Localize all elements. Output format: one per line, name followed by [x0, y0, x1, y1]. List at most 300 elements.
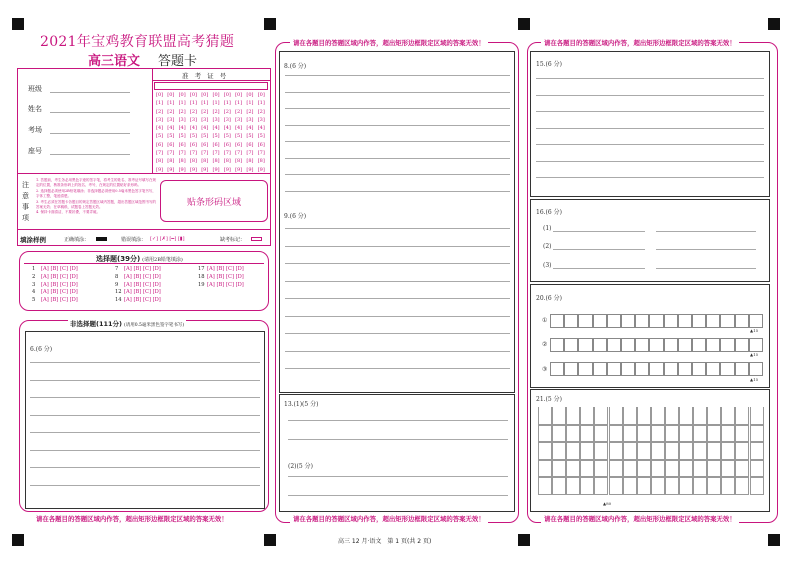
exam-number-bubble[interactable]: [3] — [246, 116, 254, 123]
q15-answer-line[interactable] — [536, 144, 764, 145]
q21-grid-cell[interactable] — [538, 477, 552, 495]
q9-answer-line[interactable] — [285, 298, 510, 299]
exam-number-bubble[interactable]: [7] — [156, 150, 164, 157]
exam-number-column[interactable] — [179, 92, 186, 174]
q15-answer-line[interactable] — [536, 161, 764, 162]
q20-grid-cell[interactable] — [706, 362, 720, 376]
exam-number-bubble[interactable]: [3] — [223, 116, 231, 123]
exam-number-bubble[interactable]: [1] — [257, 100, 265, 107]
q9-answer-line[interactable] — [285, 281, 510, 282]
exam-number-bubble[interactable]: [4] — [246, 125, 254, 132]
q8-answer-line[interactable] — [285, 174, 510, 175]
choice-question-row[interactable] — [115, 296, 161, 303]
q16-line[interactable] — [553, 231, 645, 232]
exam-number-bubble[interactable]: [5] — [156, 133, 164, 140]
exam-number-column[interactable] — [246, 92, 253, 174]
q13b-answer-line[interactable] — [288, 476, 508, 477]
q21-grid-cell[interactable] — [651, 425, 665, 443]
exam-number-column[interactable] — [235, 92, 242, 174]
exam-number-column[interactable] — [258, 92, 265, 174]
q21-grid-cell[interactable] — [750, 407, 764, 425]
q6-answer-line[interactable] — [30, 432, 260, 433]
exam-number-bubble[interactable]: [1] — [201, 100, 209, 107]
q21-grid-cell[interactable] — [609, 442, 623, 460]
q16-line[interactable] — [553, 268, 645, 269]
q21-grid-cell[interactable] — [552, 442, 566, 460]
exam-number-bubble-grid[interactable] — [156, 92, 270, 173]
exam-number-bubble[interactable]: [3] — [235, 116, 243, 123]
choice-question-row[interactable] — [198, 281, 244, 288]
q8-answer-line[interactable] — [285, 108, 510, 109]
exam-number-bubble[interactable]: [1] — [223, 100, 231, 107]
q21-grid-cell[interactable] — [623, 477, 637, 495]
q20-grid-cell[interactable] — [593, 362, 607, 376]
q21-grid-cell[interactable] — [679, 477, 693, 495]
exam-number-bubble[interactable]: [6] — [223, 141, 231, 148]
q20-grid-cell[interactable] — [578, 338, 592, 352]
q21-grid-cell[interactable] — [552, 477, 566, 495]
q13-answer-line[interactable] — [288, 439, 508, 440]
q21-grid-cell[interactable] — [665, 460, 679, 478]
q9-answer-line[interactable] — [285, 351, 510, 352]
choice-option-bubbles[interactable]: [A] [B] [C] [D] — [41, 281, 78, 288]
q20-grid-cell[interactable] — [749, 314, 763, 328]
exam-number-bubble[interactable]: [6] — [246, 141, 254, 148]
exam-number-bubble[interactable]: [1] — [167, 100, 175, 107]
q21-grid-cell[interactable] — [721, 477, 735, 495]
q15-answer-line[interactable] — [536, 177, 764, 178]
q6-answer-box[interactable] — [25, 331, 265, 509]
q20-grid-cell[interactable] — [706, 338, 720, 352]
q21-grid-cell[interactable] — [552, 460, 566, 478]
q21-grid-cell[interactable] — [735, 407, 749, 425]
exam-number-bubble[interactable]: [2] — [189, 108, 197, 115]
q20-grid-cell[interactable] — [678, 314, 692, 328]
q21-grid-cell[interactable] — [707, 425, 721, 443]
exam-number-bubble[interactable]: [4] — [235, 125, 243, 132]
exam-number-bubble[interactable]: [5] — [257, 133, 265, 140]
exam-number-bubble[interactable]: [7] — [201, 150, 209, 157]
q20-grid-cell[interactable] — [720, 314, 734, 328]
q15-answer-line[interactable] — [536, 111, 764, 112]
q20-grid-cell[interactable] — [564, 338, 578, 352]
exam-number-bubble[interactable]: [3] — [201, 116, 209, 123]
q21-grid-cell[interactable] — [679, 442, 693, 460]
q21-grid-cell[interactable] — [609, 460, 623, 478]
q21-grid-cell[interactable] — [693, 407, 707, 425]
q20-grid-cell[interactable] — [550, 338, 564, 352]
exam-number-bubble[interactable]: [9] — [223, 166, 231, 173]
exam-number-bubble[interactable]: [1] — [189, 100, 197, 107]
choice-option-bubbles[interactable]: [A] [B] [C] [D] — [124, 266, 161, 272]
q21-grid-cell[interactable] — [707, 442, 721, 460]
exam-number-bubble[interactable]: [8] — [167, 158, 175, 165]
q6-answer-line[interactable] — [30, 362, 260, 363]
q15-answer-line[interactable] — [536, 78, 764, 79]
q21-grid-cell[interactable] — [679, 425, 693, 443]
q8-answer-line[interactable] — [285, 92, 510, 93]
q20-grid-cell[interactable] — [649, 362, 663, 376]
q8-answer-line[interactable] — [285, 141, 510, 142]
exam-number-bubble[interactable]: [8] — [201, 158, 209, 165]
choice-bubble-grid[interactable] — [32, 265, 262, 305]
exam-number-bubble[interactable]: [0] — [189, 92, 197, 98]
exam-number-bubble[interactable]: [4] — [189, 125, 197, 132]
q21-grid-cell[interactable] — [566, 460, 580, 478]
q9-answer-line[interactable] — [285, 333, 510, 334]
exam-number-bubble[interactable]: [6] — [235, 141, 243, 148]
exam-number-bubble[interactable]: [9] — [235, 166, 243, 173]
exam-number-bubble[interactable]: [9] — [246, 166, 254, 173]
q21-grid-cell[interactable] — [538, 442, 552, 460]
exam-number-bubble[interactable]: [6] — [167, 141, 175, 148]
q20-grid-cell[interactable] — [593, 338, 607, 352]
q21-grid-cell[interactable] — [580, 460, 594, 478]
exam-number-bubble[interactable]: [5] — [235, 133, 243, 140]
exam-number-bubble[interactable]: [9] — [257, 166, 265, 173]
exam-number-bubble[interactable]: [0] — [201, 92, 209, 98]
q21-grid-cell[interactable] — [538, 425, 552, 443]
q20-grid-cell[interactable] — [678, 362, 692, 376]
q20-grid-cell[interactable] — [735, 314, 749, 328]
q15-answer-line[interactable] — [536, 95, 764, 96]
exam-number-bubble[interactable]: [8] — [156, 158, 164, 165]
q21-grid-cell[interactable] — [580, 477, 594, 495]
exam-number-bubble[interactable]: [4] — [257, 125, 265, 132]
q21-grid-cell[interactable] — [750, 425, 764, 443]
exam-number-column[interactable] — [201, 92, 208, 174]
q21-grid-cell[interactable] — [721, 407, 735, 425]
q21-grid-cell[interactable] — [721, 425, 735, 443]
exam-number-column[interactable] — [167, 92, 174, 174]
q21-grid-cell[interactable] — [693, 425, 707, 443]
q6-answer-line[interactable] — [30, 467, 260, 468]
q21-grid-cell[interactable] — [651, 477, 665, 495]
choice-question-row[interactable] — [115, 288, 161, 295]
q15-answer-box[interactable] — [530, 51, 770, 197]
q8-answer-line[interactable] — [285, 191, 510, 192]
q20-grid-cell[interactable] — [749, 362, 763, 376]
choice-question-row[interactable] — [32, 288, 78, 295]
q20-grid-cell[interactable] — [607, 314, 621, 328]
choice-option-bubbles[interactable]: [A] [B] [C] [D] — [41, 266, 78, 272]
choice-question-row[interactable] — [32, 265, 78, 272]
q21-grid-cell[interactable] — [651, 460, 665, 478]
field-class-line[interactable] — [50, 92, 130, 93]
q21-grid-cell[interactable] — [637, 407, 651, 425]
q15-answer-line[interactable] — [536, 128, 764, 129]
exam-number-bubble[interactable]: [9] — [189, 166, 197, 173]
q21-grid-cell[interactable] — [580, 442, 594, 460]
q20-grid-cell[interactable] — [720, 338, 734, 352]
exam-number-bubble[interactable]: [1] — [235, 100, 243, 107]
absent-mark-box[interactable] — [251, 237, 262, 241]
choice-option-bubbles[interactable]: [A] [B] [C] [D] — [124, 289, 161, 296]
q21-grid-cell[interactable] — [609, 407, 623, 425]
choice-question-row[interactable] — [115, 273, 161, 280]
choice-question-row[interactable] — [198, 265, 244, 272]
exam-number-bubble[interactable]: [6] — [201, 141, 209, 148]
q21-grid-cell[interactable] — [566, 477, 580, 495]
exam-number-bubble[interactable]: [8] — [223, 158, 231, 165]
exam-number-bubble[interactable]: [8] — [189, 158, 197, 165]
q20-grid-cell[interactable] — [678, 338, 692, 352]
exam-number-bubble[interactable]: [4] — [178, 125, 186, 132]
q21-grid-cell[interactable] — [651, 442, 665, 460]
q20-grid-cell[interactable] — [649, 338, 663, 352]
q21-grid-cell[interactable] — [594, 460, 608, 478]
q21-grid-cell[interactable] — [552, 425, 566, 443]
q6-answer-line[interactable] — [30, 397, 260, 398]
choice-question-row[interactable] — [198, 273, 244, 280]
exam-number-bubble[interactable]: [5] — [223, 133, 231, 140]
q21-grid-cell[interactable] — [665, 442, 679, 460]
exam-number-bubble[interactable]: [4] — [223, 125, 231, 132]
field-name-line[interactable] — [50, 112, 130, 113]
choice-option-bubbles[interactable]: [A] [B] [C] [D] — [124, 281, 161, 288]
q20-grid-cell[interactable] — [735, 338, 749, 352]
exam-number-bubble[interactable]: [5] — [201, 133, 209, 140]
exam-number-bubble[interactable]: [7] — [235, 150, 243, 157]
exam-number-bubble[interactable]: [0] — [223, 92, 231, 98]
choice-option-bubbles[interactable]: [A] [B] [C] [D] — [124, 273, 161, 280]
exam-number-bubble[interactable]: [2] — [235, 108, 243, 115]
q21-grid-cell[interactable] — [637, 477, 651, 495]
q21-grid-cell[interactable] — [637, 425, 651, 443]
q21-grid-cell[interactable] — [750, 460, 764, 478]
q21-grid-cell[interactable] — [623, 442, 637, 460]
q21-grid-cell[interactable] — [609, 425, 623, 443]
exam-number-bubble[interactable]: [6] — [178, 141, 186, 148]
exam-number-column[interactable] — [190, 92, 197, 174]
q21-grid-cell[interactable] — [594, 477, 608, 495]
q13-answer-line[interactable] — [288, 420, 508, 421]
choice-question-row[interactable] — [115, 265, 161, 272]
q21-grid-cell[interactable] — [637, 460, 651, 478]
q20-grid-cell[interactable] — [720, 362, 734, 376]
exam-number-bubble[interactable]: [6] — [156, 141, 164, 148]
exam-number-bubble[interactable]: [1] — [156, 100, 164, 107]
exam-number-bubble[interactable]: [8] — [178, 158, 186, 165]
choice-question-row[interactable] — [32, 281, 78, 288]
exam-number-bubble[interactable]: [8] — [246, 158, 254, 165]
q21-grid-cell[interactable] — [750, 477, 764, 495]
choice-option-bubbles[interactable]: [A] [B] [C] [D] — [41, 289, 78, 296]
q9-answer-line[interactable] — [285, 228, 510, 229]
q21-grid-cell[interactable] — [735, 477, 749, 495]
q20-grid-cell[interactable] — [621, 314, 635, 328]
q21-grid-cell[interactable] — [623, 460, 637, 478]
q8-answer-line[interactable] — [285, 75, 510, 76]
q21-grid-cell[interactable] — [665, 425, 679, 443]
choice-option-bubbles[interactable]: [A] [B] [C] [D] — [207, 281, 244, 288]
q20-grid-cell[interactable] — [664, 338, 678, 352]
q21-grid-cell[interactable] — [693, 477, 707, 495]
q21-grid-cell[interactable] — [538, 407, 552, 425]
exam-number-bubble[interactable]: [0] — [156, 92, 164, 98]
exam-number-bubble[interactable]: [2] — [201, 108, 209, 115]
q21-grid-cell[interactable] — [679, 407, 693, 425]
q20-grid-cell[interactable] — [649, 314, 663, 328]
q6-answer-line[interactable] — [30, 485, 260, 486]
q9-answer-line[interactable] — [285, 316, 510, 317]
q21-grid-cell[interactable] — [566, 442, 580, 460]
q8-answer-line[interactable] — [285, 158, 510, 159]
q16-line[interactable] — [553, 249, 645, 250]
q21-grid-cell[interactable] — [566, 425, 580, 443]
q20-grid-cell[interactable] — [564, 314, 578, 328]
choice-option-bubbles[interactable]: [A] [B] [C] [D] — [207, 273, 244, 280]
q21-grid-cell[interactable] — [665, 407, 679, 425]
q20-grid-cell[interactable] — [578, 362, 592, 376]
q20-grid-cell[interactable] — [692, 362, 706, 376]
q21-grid-cell[interactable] — [580, 425, 594, 443]
q6-answer-line[interactable] — [30, 415, 260, 416]
exam-number-bubble[interactable]: [3] — [257, 116, 265, 123]
exam-number-bubble[interactable]: [0] — [212, 92, 220, 98]
exam-number-bubble[interactable]: [8] — [235, 158, 243, 165]
q21-grid-cell[interactable] — [707, 460, 721, 478]
q20-grid-cell[interactable] — [550, 314, 564, 328]
q6-answer-line[interactable] — [30, 450, 260, 451]
choice-question-row[interactable] — [115, 281, 161, 288]
exam-number-bubble[interactable]: [6] — [257, 141, 265, 148]
q21-grid-cell[interactable] — [693, 460, 707, 478]
exam-number-bubble[interactable]: [9] — [167, 166, 175, 173]
q16-answer-box[interactable] — [530, 199, 770, 282]
q21-grid-cell[interactable] — [566, 407, 580, 425]
exam-number-bubble[interactable]: [7] — [167, 150, 175, 157]
q16-line[interactable] — [656, 231, 756, 232]
q21-grid-cell[interactable] — [693, 442, 707, 460]
q20-grid-cell[interactable] — [550, 362, 564, 376]
exam-number-bubble[interactable]: [1] — [212, 100, 220, 107]
q16-line[interactable] — [656, 268, 756, 269]
q20-grid-cell[interactable] — [692, 338, 706, 352]
exam-number-bubble[interactable]: [7] — [212, 150, 220, 157]
q20-grid-cell[interactable] — [593, 314, 607, 328]
q21-grid-cell[interactable] — [623, 425, 637, 443]
q21-grid-cell[interactable] — [552, 407, 566, 425]
exam-number-bubble[interactable]: [6] — [189, 141, 197, 148]
q21-grid-cell[interactable] — [594, 407, 608, 425]
q21-grid-cell[interactable] — [623, 407, 637, 425]
exam-number-bubble[interactable]: [2] — [212, 108, 220, 115]
q21-grid-cell[interactable] — [750, 442, 764, 460]
q20-grid-cell[interactable] — [621, 338, 635, 352]
q21-grid-cell[interactable] — [609, 477, 623, 495]
q20-grid-cell[interactable] — [607, 338, 621, 352]
field-seat-line[interactable] — [50, 154, 130, 155]
exam-number-bubble[interactable]: [8] — [257, 158, 265, 165]
exam-number-bubble[interactable]: [3] — [156, 116, 164, 123]
q9-answer-line[interactable] — [285, 263, 510, 264]
exam-number-bubble[interactable]: [7] — [178, 150, 186, 157]
choice-option-bubbles[interactable]: [A] [B] [C] [D] — [124, 297, 161, 304]
q8-answer-line[interactable] — [285, 125, 510, 126]
exam-number-bubble[interactable]: [6] — [212, 141, 220, 148]
exam-number-bubble[interactable]: [3] — [167, 116, 175, 123]
choice-option-bubbles[interactable]: [A] [B] [C] [D] — [207, 266, 244, 272]
q21-grid-cell[interactable] — [707, 407, 721, 425]
exam-number-bubble[interactable]: [1] — [178, 100, 186, 107]
q21-grid-cell[interactable] — [594, 425, 608, 443]
exam-number-bubble[interactable]: [9] — [212, 166, 220, 173]
q8-q9-answer-box[interactable] — [279, 51, 515, 393]
exam-number-bubble[interactable]: [2] — [167, 108, 175, 115]
exam-number-column[interactable] — [156, 92, 163, 174]
exam-number-bubble[interactable]: [2] — [156, 108, 164, 115]
q20-grid-cell[interactable] — [735, 362, 749, 376]
exam-number-bubble[interactable]: [3] — [178, 116, 186, 123]
q21-grid-cell[interactable] — [721, 442, 735, 460]
q20-grid-cell[interactable] — [578, 314, 592, 328]
exam-number-bubble[interactable]: [9] — [178, 166, 186, 173]
q21-grid-cell[interactable] — [679, 460, 693, 478]
q20-grid-cell[interactable] — [664, 314, 678, 328]
q21-grid-cell[interactable] — [651, 407, 665, 425]
q20-grid-cell[interactable] — [635, 314, 649, 328]
exam-number-column[interactable] — [213, 92, 220, 174]
exam-number-bubble[interactable]: [8] — [212, 158, 220, 165]
exam-number-bubble[interactable]: [7] — [189, 150, 197, 157]
exam-number-bubble[interactable]: [9] — [201, 166, 209, 173]
q20-grid-cell[interactable] — [635, 338, 649, 352]
q13b-answer-line[interactable] — [288, 495, 508, 496]
exam-number-bubble[interactable]: [2] — [178, 108, 186, 115]
q21-grid-cell[interactable] — [580, 407, 594, 425]
exam-number-bubble[interactable]: [4] — [156, 125, 164, 132]
q20-grid-cell[interactable] — [621, 362, 635, 376]
exam-number-bubble[interactable]: [2] — [257, 108, 265, 115]
exam-number-bubble[interactable]: [7] — [257, 150, 265, 157]
choice-option-bubbles[interactable]: [A] [B] [C] [D] — [41, 273, 78, 280]
exam-number-bubble[interactable]: [4] — [167, 125, 175, 132]
exam-number-bubble[interactable]: [4] — [201, 125, 209, 132]
q20-grid-cell[interactable] — [607, 362, 621, 376]
choice-option-bubbles[interactable]: [A] [B] [C] [D] — [41, 297, 78, 304]
q21-grid-cell[interactable] — [538, 460, 552, 478]
q21-grid-cell[interactable] — [721, 460, 735, 478]
q20-grid-cell[interactable] — [692, 314, 706, 328]
q20-grid-cell[interactable] — [564, 362, 578, 376]
exam-number-bubble[interactable]: [7] — [223, 150, 231, 157]
exam-number-bubble[interactable]: [3] — [212, 116, 220, 123]
q21-grid-cell[interactable] — [735, 442, 749, 460]
exam-number-bubble[interactable]: [0] — [235, 92, 243, 98]
exam-number-bubble[interactable]: [5] — [246, 133, 254, 140]
q21-grid-cell[interactable] — [707, 477, 721, 495]
exam-number-bubble[interactable]: [1] — [246, 100, 254, 107]
q6-answer-line[interactable] — [30, 380, 260, 381]
exam-number-bubble[interactable]: [0] — [257, 92, 265, 98]
q9-answer-line[interactable] — [285, 368, 510, 369]
choice-question-row[interactable] — [32, 273, 78, 280]
exam-number-bubble[interactable]: [2] — [246, 108, 254, 115]
exam-number-bubble[interactable]: [3] — [189, 116, 197, 123]
q20-grid-cell[interactable] — [664, 362, 678, 376]
q9-answer-line[interactable] — [285, 246, 510, 247]
q21-grid-cell[interactable] — [665, 477, 679, 495]
exam-number-bubble[interactable]: [9] — [156, 166, 164, 173]
exam-number-bubble[interactable]: [0] — [246, 92, 254, 98]
exam-number-bubble[interactable]: [5] — [178, 133, 186, 140]
q21-grid-cell[interactable] — [735, 425, 749, 443]
exam-number-write-row[interactable] — [154, 82, 268, 90]
q20-grid-cell[interactable] — [706, 314, 720, 328]
q21-grid-cell[interactable] — [637, 442, 651, 460]
exam-number-column[interactable] — [224, 92, 231, 174]
